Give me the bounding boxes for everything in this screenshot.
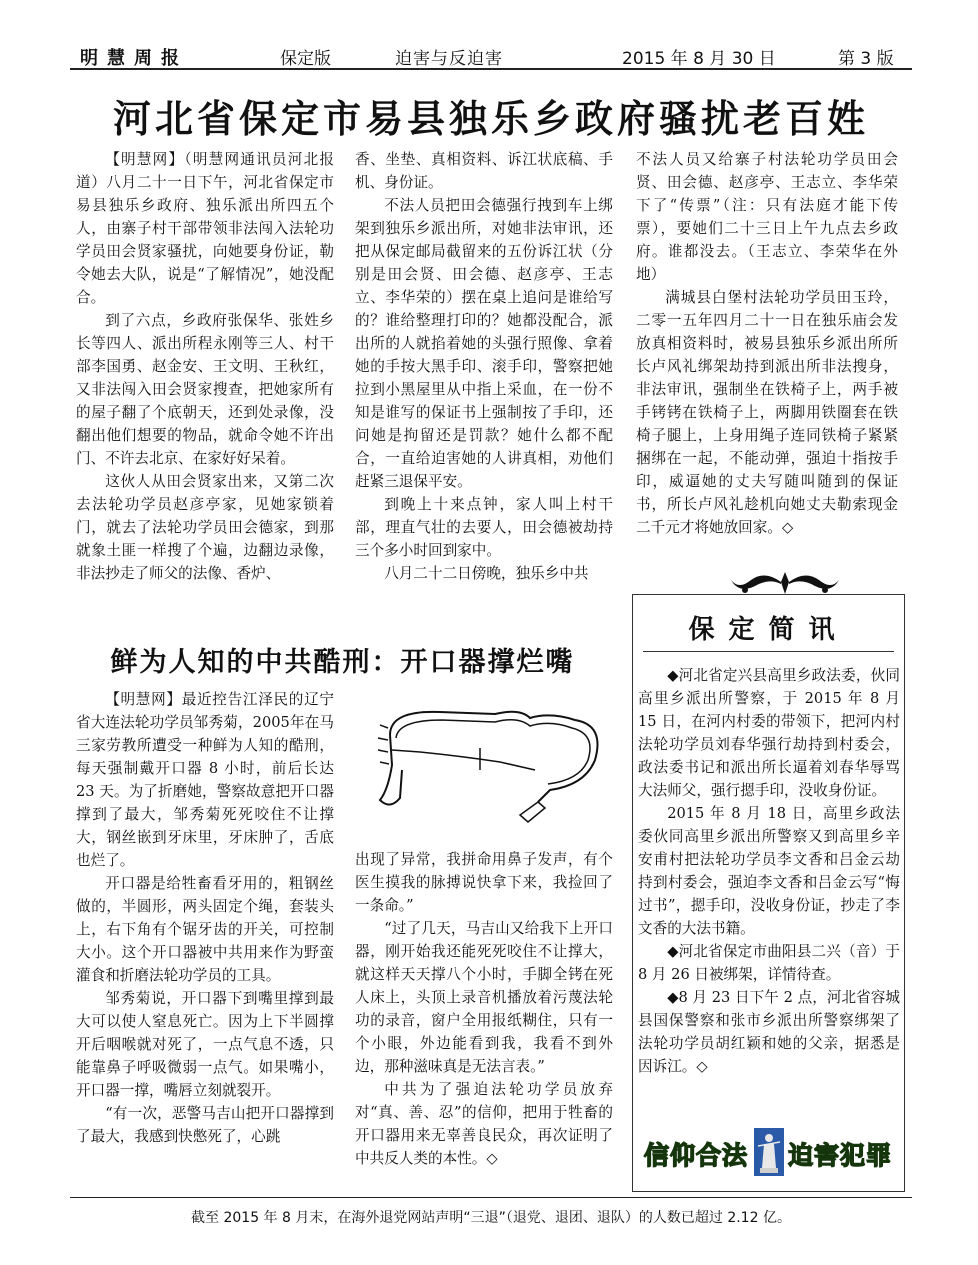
issue-date: 2015 年 8 月 30 日: [622, 49, 776, 69]
article1-headline: 河北省保定市易县独乐乡政府骚扰老百姓: [112, 96, 869, 141]
paragraph: 不法人员把田会德强行拽到车上绑架到独乐乡派出所，对她非法审讯，还把从保定邮局截留来的五份诉江状（分别是田会贤、田会德、赵彦亭、王志立、李华荣的）摆在桌上追问是谁给写的？谁给整理打印的？她都没配合，派出所的人就掐着她的头强行照像、拿着她的手按大黑手印、滚手印，警察把她拉到小黑屋里从中指上采血，在一份不知是谁写的保证书上强制按了手印，还问她是拘留还是罚款？她什么都不配合，一直给迫害她的人讲真相，劝他们赶紧三退保平安。: [355, 197, 613, 490]
paragraph: 中共为了强迫法轮功学员放弃对“真、善、忍”的信仰，把用于牲畜的开口器用来无辜善良民众，再次证明了中共反人类的本性。◇: [355, 1081, 613, 1167]
banner-right-text: 迫害犯罪: [788, 1141, 893, 1170]
paragraph: 到了六点，乡政府张保华、张姓乡长等四人、派出所程永刚等三人、村干部李国勇、赵金安、王文明、王秋红，又非法闯入田会贤家搜查，把她家所有的屋子翻了个底朝天，还到处录像，没翻出他们想要的物品，就命令她不许出门、不许去北京、在家好好呆着。: [76, 312, 334, 467]
brief-column: [638, 664, 900, 1078]
brief-item: 2015 年 8 月 18 日，高里乡政法委伙同高里乡派出所警察又到高里乡辛安甫村把法轮功学员李文香和吕金云劫持到村委会，强迫李文香和吕金云写“悔过书”，摁手印，没收身份证，抄走了李文香的大法书籍。: [638, 805, 900, 937]
brief-title-rule: [643, 651, 894, 652]
banner-left-text: 信仰合法: [644, 1141, 749, 1170]
header-rule: [70, 68, 912, 70]
newspaper-name: 明慧周报: [80, 48, 188, 69]
brief-item: ◆河北省定兴县高里乡政法委，伙同高里乡派出所警察，于 2015 年 8 月 15 日，在河内村委的带领下，把河内村法轮功学员刘春华强行劫持到村委会，政法委书记和派出所长逼着刘春华辱骂大法师父，强行摁手印，没收身份证。: [638, 667, 900, 799]
paragraph: “过了几天，马吉山又给我下上开口器，刚开始我还能死死咬住不让撑大，就这样天天撑八个小时，手脚全铐在死人床上，头顶上录音机播放着污蔑法轮功的录音，窗户全用报纸糊住，只有一个小眼，外边能看到我，我看不到外边，那种滋味真是无法言表。”: [355, 920, 613, 1075]
paragraph: 出现了异常，我拼命用鼻子发声，有个医生摸我的脉搏说快拿下来，我捡回了一条命。”: [355, 851, 613, 914]
masthead: [70, 40, 912, 69]
paragraph: 【明慧网】最近控告江泽民的辽宁省大连法轮功学员邹秀菊，2005年在马三家劳教所遭受一种鲜为人知的酷刑，每天强制戴开口器 8 小时，前后长达 23 天。为了折磨她，警察故意把开口器撑到了最大，邹秀菊死死咬住不让撑大，钢丝嵌到牙床里，牙床肿了，舌底也烂了。: [76, 691, 334, 869]
footer-rule: [70, 1197, 912, 1198]
paragraph: 香、坐垫、真相资料、诉江状底稿、手机、身份证。: [355, 151, 613, 191]
article2-column-1: [76, 688, 334, 1148]
paragraph: 开口器是给牲畜看牙用的，粗钢丝做的，半圆形，两头固定个绳，套装头上，右下角有个锯牙齿的开关，可控制大小。这个开口器被中共用来作为野蛮灌食和折磨法轮功学员的工具。: [76, 875, 334, 984]
slogan-banner: [640, 1122, 896, 1182]
brief-item: ◆8 月 23 日下午 2 点，河北省容城县国保警察和张市乡派出所警察绑架了法轮功学员胡红颖和她的父亲，据悉是因诉江。◇: [638, 989, 900, 1075]
paragraph: 这伙人从田会贤家出来，又第二次去法轮功学员赵彦亭家，见她家锁着门，就去了法轮功学员田会德家，到那就象土匪一样搜了个遍，边翻边录像，非法抄走了师父的法像、香炉、: [76, 473, 334, 582]
brief-item: ◆河北省保定市曲阳县二兴（音）于 8 月 26 日被绑架，详情待查。: [638, 943, 900, 983]
paragraph: 不法人员又给寨子村法轮功学员田会贤、田会德、赵彦亭、王志立、李华荣下了“传票”（注：只有法庭才能下传票），要她们二十三日上午九点去乡政府。谁都没去。（王志立、李荣华在外地）: [636, 151, 898, 283]
paragraph: 邹秀菊说，开口器下到嘴里撑到最大可以使人窒息死亡。因为上下半圆撑开后咽喉就对死了，一点气息不透，只能靠鼻子呼吸微弱一点气。如果嘴小，开口器一撑，嘴唇立刻就裂开。: [76, 990, 334, 1099]
footer-note: 截至 2015 年 8 月末，在海外退党网站声明“三退”（退党、退团、退队）的人数已超过 2.12 亿。: [191, 1210, 791, 1226]
paragraph: 八月二十二日傍晚，独乐乡中共: [384, 565, 589, 582]
brief-title: 保定简讯: [688, 615, 849, 645]
article2-headline: 鲜为人知的中共酷刑：开口器撑烂嘴: [110, 647, 575, 678]
paragraph: “有一次，恶警马吉山把开口器撑到了最大，我感到快憋死了，心跳: [76, 1105, 334, 1145]
edition-label: 保定版: [280, 49, 331, 69]
justice-statue-icon: [752, 1126, 786, 1178]
mouth-gag-illustration: [360, 690, 610, 840]
article1-column-1: [76, 148, 334, 585]
paragraph: 【明慧网】（明慧网通讯员河北报道）八月二十一日下午，河北省保定市易县独乐乡政府、独乐派出所四五个人，由寨子村干部带领非法闯入法轮功学员田会贤家骚扰，向她要身份证，勒令她去大队，说是“了解情况”，她没配合。: [76, 151, 334, 306]
section-label: 迫害与反迫害: [395, 49, 503, 69]
paragraph: 到晚上十来点钟，家人叫上村干部，理直气壮的去要人，田会德被劫持三个多小时回到家中。: [355, 496, 613, 559]
page-number: 第 3 版: [838, 49, 894, 69]
article1-column-3: [636, 148, 898, 539]
article1-column-2: [355, 148, 613, 585]
paragraph: 满城县白堡村法轮功学员田玉玲，二零一五年四月二十一日在独乐庙会发放真相资料时，被易县独乐乡派出所所长卢风礼绑架劫持到派出所非法搜身，非法审讯，强制坐在铁椅子上，两手被手铐铐在铁椅子上，两脚用铁圈套在铁椅子腿上，上身用绳子连同铁椅子紧紧捆绑在一起，不能动弹，强迫十指按手印，威逼她的丈夫写随叫随到的保证书，所长卢风礼趁机向她丈夫勒索现金二千元才将她放回家。◇: [636, 289, 898, 536]
article2-column-2: [355, 848, 613, 1170]
